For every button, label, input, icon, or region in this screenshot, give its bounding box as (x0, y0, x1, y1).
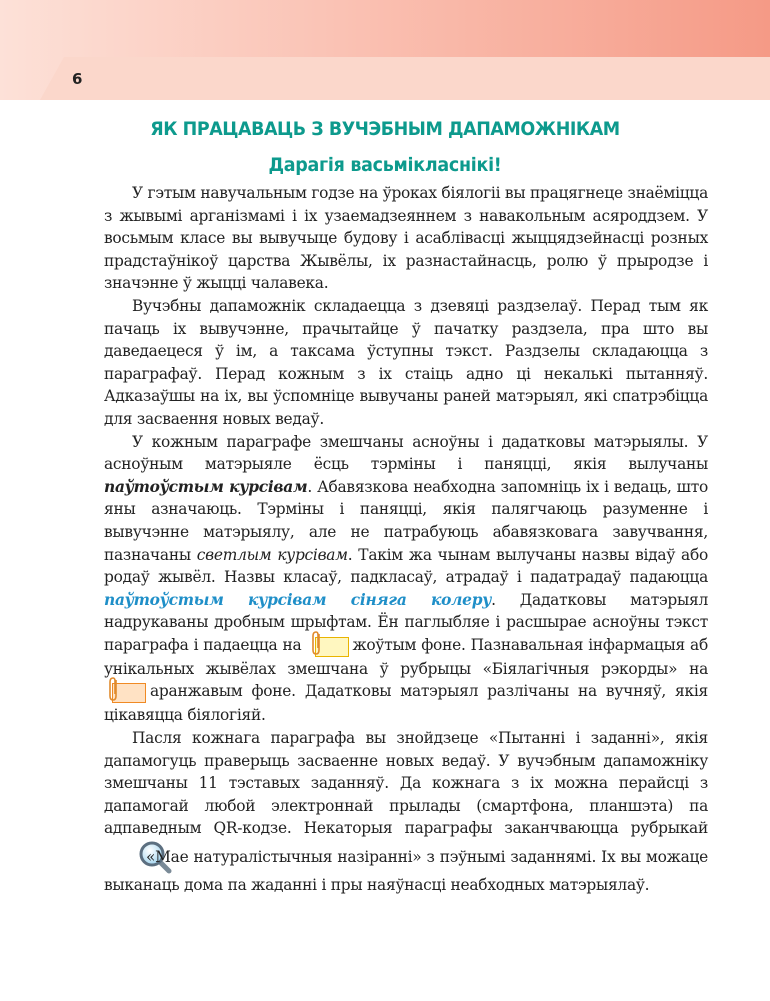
text-run: «Мае натуралістычныя назіранні» з пэўнымі заданнямі. Іх вы можаце выканаць дома па жаданні і пры наяўнасці неабходных матэрыялаў. (104, 848, 708, 895)
paragraph-formatting (104, 431, 708, 728)
body-text (104, 182, 708, 897)
text-run: У кожным параграфе змешчаны асноўны і дадатковы матэрыялы. У асноўным матэрыяле ёсць тэрміны і паняцці, якія вылучаны (104, 432, 708, 474)
greeting-subtitle: Дарагія васьмікласнікі! (268, 154, 502, 176)
text-run: Пасля кожнага параграфа вы знойдзеце «Пытанні і заданні», якія дапамогуць праверыць засваенне новых ведаў. У вучэбным дапаможніку змешчаны 11 тэставых заданняў. Да кожнага з іх можна перайсці з дапамогай любой электроннай прылады (смартфона, планшэта) па адпаведным QR-кодзе. Некаторыя параграфы заканчваюцца рубрыкай (104, 729, 708, 838)
paragraph-questions (104, 727, 708, 897)
text-run: . Такім жа чынам вылучаны назвы відаў або родаў жывёл. Назвы класаў, падкласаў, атрадаў і падатрадаў падаюцца (104, 545, 709, 587)
page-number: 6 (72, 70, 83, 88)
blue-bold-italic-term: паўтоўстым курсівам сіняга колеру (104, 590, 492, 609)
paragraph-structure: Вучэбны дапаможнік складаецца з дзевяці раздзелаў. Перад тым як пачаць іх вывучэнне, прачытайце ў пачатку раздзела, пра што вы даведаецеся ў ім, а таксама ўступны тэкст. Раздзелы складаюцца з параграфаў. Перад кожным з іх стаіць адно ці некалькі пытанняў. Адказаўшы на іх, вы ўспомніце вывучаны раней матэрыял, які спатрэбіцца для засваення новых ведаў. (104, 296, 708, 428)
text-run: аранжавым фоне. Дадатковы матэрыял разлічаны на вучняў, якія цікавяцца біялогіяй. (104, 682, 708, 725)
magnifier-icon (110, 840, 144, 874)
paperclip-yellow-note-icon (311, 636, 349, 658)
text-run: . Абавязкова неабходна запомніць іх і ведаць, што яны азначаюць. Тэрміны і паняцці, якія палягчаюць разуменне і вывучэнне матэрыялу, але не патрабуюць абавязковага завучвання, пазначаны (104, 477, 708, 564)
paperclip-orange-note-icon (108, 682, 146, 704)
text-run: . Дадатковы матэрыял надрукаваны дробным шрыфтам. Ён паглыбляе і расшырае асноўны тэкст параграфа і падаецца на (104, 590, 708, 654)
page-title: ЯК ПРАЦАВАЦЬ З ВУЧЭБНЫМ ДАПАМОЖНІКАМ (150, 118, 620, 140)
light-italic-term: светлым курсівам (196, 545, 348, 564)
text-run: жоўтым фоне. Пазнавальная інфармацыя аб унікальных жывёлах змешчана ў рубрыцы «Біялагічныя рэкорды» на (104, 635, 708, 678)
paragraph-intro: У гэтым навучальным годзе на ўроках біялогіі вы працягнеце знаёміцца з жывымі арганізмамі і іх узаемадзеяннем з навакольным асяроддзем. У восьмым класе вы вывучыце будову і асаблівасці жыццядзейнасці розных прадстаўнікоў царства Жывёлы, іх разнастайнасць, ролю ў прыродзе і значэнне ў жыцці чалавека. (104, 184, 708, 293)
bold-italic-term: паўтоўстым курсівам (104, 477, 308, 496)
page-number-tab (40, 57, 770, 100)
